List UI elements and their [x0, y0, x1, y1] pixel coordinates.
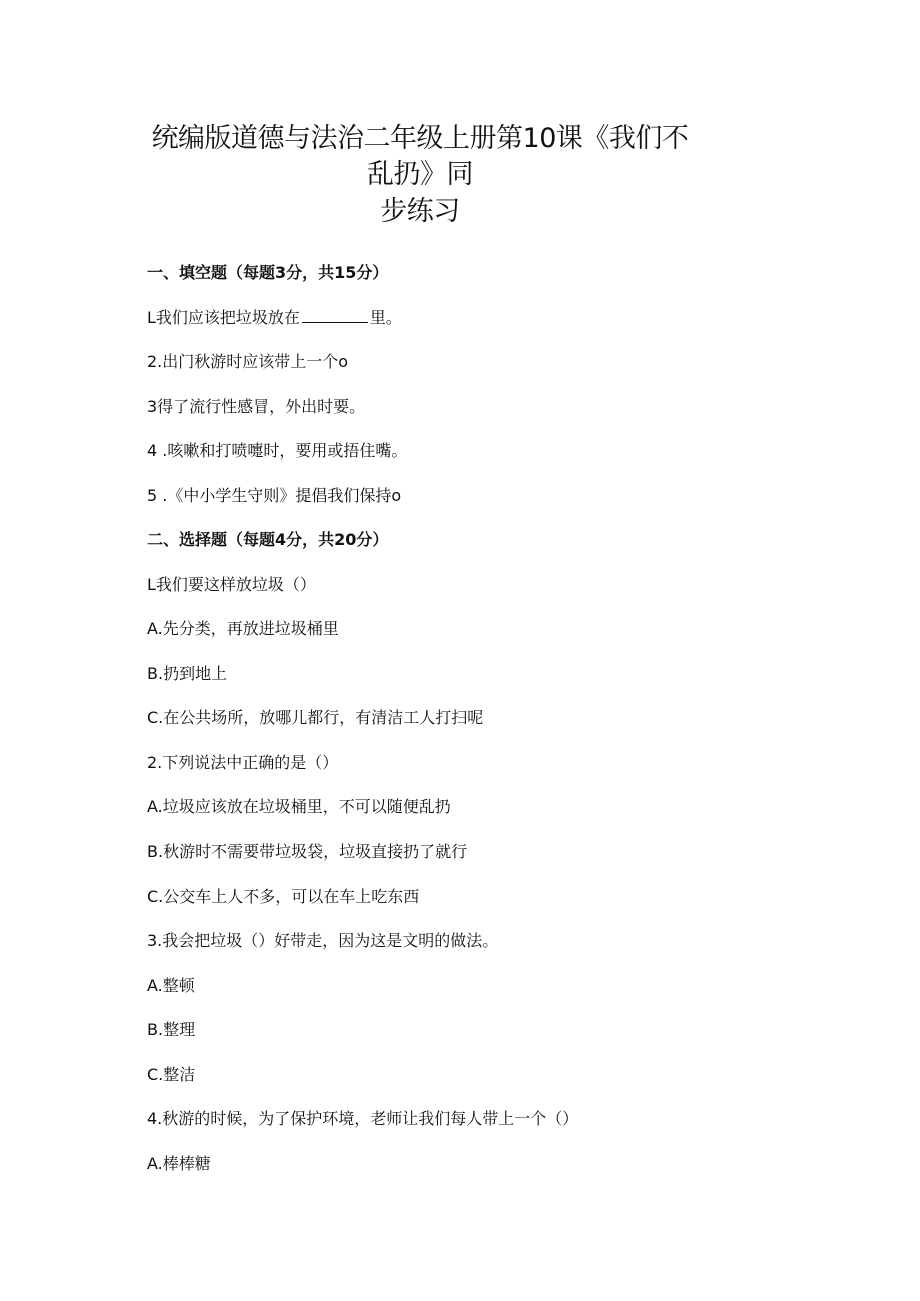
title-line-1: 统编版道德与法治二年级上册第10课《我们不 — [151, 123, 689, 154]
question-2-4: 4.秋游的时候，为了保护环境，老师让我们每人带上一个（） — [147, 1109, 579, 1128]
question-1-1-suffix: 里。 — [369, 308, 402, 327]
option-2-2-a: A.垃圾应该放在垃圾桶里，不可以随便乱扔 — [147, 797, 451, 816]
option-2-3-a: A.整顿 — [147, 976, 195, 995]
option-2-2-b: B.秋游时不需要带垃圾袋，垃圾直接扔了就行 — [147, 842, 468, 861]
question-2-2: 2.下列说法中正确的是（） — [147, 753, 339, 772]
option-2-3-b: B.整理 — [147, 1020, 196, 1039]
option-2-1-c: C.在公共场所，放哪儿都行，有清洁工人打扫呢 — [147, 708, 484, 727]
title-line-2: 乱扔》同 — [367, 159, 473, 190]
question-2-3: 3.我会把垃圾（）好带走，因为这是文明的做法。 — [147, 931, 499, 950]
question-1-1-text: L我们应该把垃圾放在 — [147, 308, 300, 327]
question-1-4: 4 .咳嗽和打喷嚏时，要用或捂住嘴。 — [147, 441, 408, 460]
section-1-heading: 一、填空题（每题3分，共15分） — [147, 263, 389, 282]
option-2-3-c: C.整洁 — [147, 1065, 196, 1084]
title-line-3: 步练习 — [380, 196, 460, 227]
option-2-2-c: C.公交车上人不多，可以在车上吃东西 — [147, 887, 420, 906]
question-1-5: 5 .《中小学生守则》提倡我们保持o — [147, 486, 402, 505]
option-2-4-a: A.棒棒糖 — [147, 1154, 211, 1173]
question-1-3: 3得了流行性感冒，外出时要。 — [147, 397, 366, 416]
option-2-1-a: A.先分类，再放进垃圾桶里 — [147, 619, 339, 638]
question-1-2: 2.出门秋游时应该带上一个o — [147, 352, 349, 371]
question-1-1 — [147, 307, 402, 329]
option-2-1-b: B.扔到地上 — [147, 664, 228, 683]
section-2-heading: 二、选择题（每题4分，共20分） — [147, 530, 389, 549]
answer-blank — [302, 308, 368, 323]
question-2-1: L我们要这样放垃圾（） — [147, 575, 316, 594]
